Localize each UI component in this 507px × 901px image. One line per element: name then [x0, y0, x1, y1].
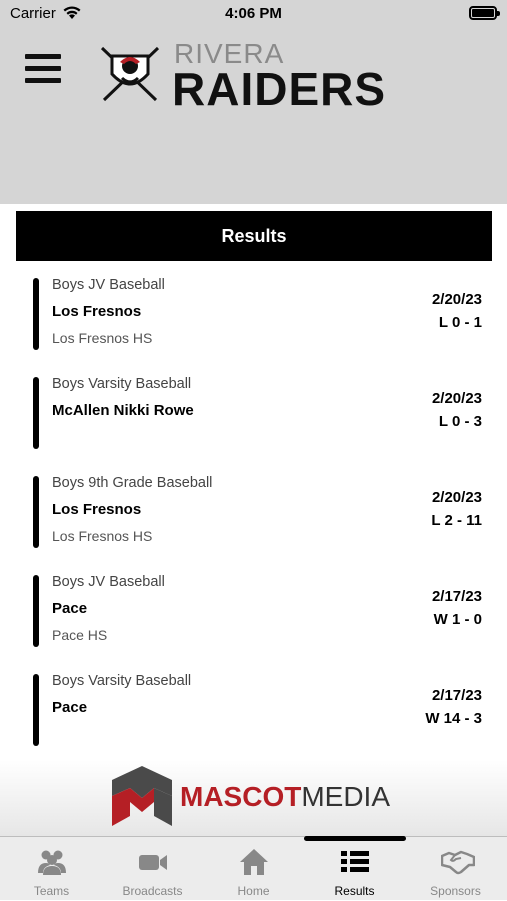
result-sport: Boys JV Baseball [52, 574, 165, 590]
tab-broadcasts[interactable] [102, 837, 203, 901]
raiders-logo-icon [98, 42, 162, 104]
sponsor-name [180, 781, 390, 813]
result-location: Pace HS [52, 627, 108, 643]
sponsor-name-part1: MASCOT [180, 781, 302, 812]
list-icon [340, 847, 370, 877]
tab-bar [0, 836, 507, 900]
result-date: 2/20/23 [431, 291, 482, 308]
results-list [0, 270, 507, 765]
hamburger-menu-button[interactable] [25, 54, 61, 84]
home-icon [239, 847, 269, 877]
result-date: 2/20/23 [431, 390, 482, 407]
result-row[interactable] [0, 369, 507, 468]
result-opponent: Pace [52, 699, 88, 716]
app-header [0, 28, 507, 204]
result-opponent: Los Fresnos [52, 501, 142, 518]
result-date: 2/17/23 [431, 588, 482, 605]
tab-label: Home [237, 884, 270, 898]
row-accent-bar [33, 278, 39, 350]
carrier-label: Carrier [10, 5, 56, 22]
result-row[interactable] [0, 468, 507, 567]
status-time: 4:06 PM [225, 5, 282, 22]
tab-results[interactable] [304, 837, 405, 901]
tab-label: Teams [33, 884, 70, 898]
result-sport: Boys 9th Grade Baseball [52, 475, 213, 491]
mascot-media-logo-icon [108, 766, 176, 826]
result-score: W 1 - 0 [433, 611, 482, 628]
tab-teams[interactable] [1, 837, 102, 901]
tab-sponsors[interactable] [405, 837, 506, 901]
result-date: 2/17/23 [431, 687, 482, 704]
handshake-icon [441, 847, 475, 877]
result-row[interactable] [0, 270, 507, 369]
tab-label: Sponsors [430, 884, 481, 898]
result-row[interactable] [0, 567, 507, 666]
status-bar [0, 0, 507, 28]
users-icon [37, 847, 67, 877]
result-sport: Boys Varsity Baseball [52, 673, 192, 689]
row-accent-bar [33, 476, 39, 548]
video-camera-icon [138, 847, 168, 877]
result-sport: Boys Varsity Baseball [52, 376, 192, 392]
row-accent-bar [33, 575, 39, 647]
result-sport: Boys JV Baseball [52, 277, 165, 293]
result-opponent: McAllen Nikki Rowe [52, 402, 194, 419]
result-score: L 0 - 1 [438, 314, 482, 331]
result-score: L 0 - 3 [438, 413, 482, 430]
result-date: 2/20/23 [431, 489, 482, 506]
result-opponent: Los Fresnos [52, 303, 142, 320]
tab-home[interactable] [203, 837, 304, 901]
results-title-bar: Results [16, 211, 492, 261]
sponsor-name-part2: MEDIA [301, 781, 391, 812]
home-indicator [304, 836, 406, 841]
tab-label: Results [334, 884, 375, 898]
school-name: RIVERA [174, 38, 285, 69]
battery-icon [469, 6, 497, 20]
result-location: Los Fresnos HS [52, 330, 153, 346]
result-score: W 14 - 3 [425, 710, 482, 727]
result-opponent: Pace [52, 600, 88, 617]
sponsor-banner[interactable] [0, 760, 507, 836]
row-accent-bar [33, 377, 39, 449]
result-score: L 2 - 11 [431, 512, 482, 529]
result-location: Los Fresnos HS [52, 528, 153, 544]
team-name: RAIDERS [172, 63, 387, 115]
tab-label: Broadcasts [122, 884, 183, 898]
result-row[interactable] [0, 666, 507, 765]
row-accent-bar [33, 674, 39, 746]
